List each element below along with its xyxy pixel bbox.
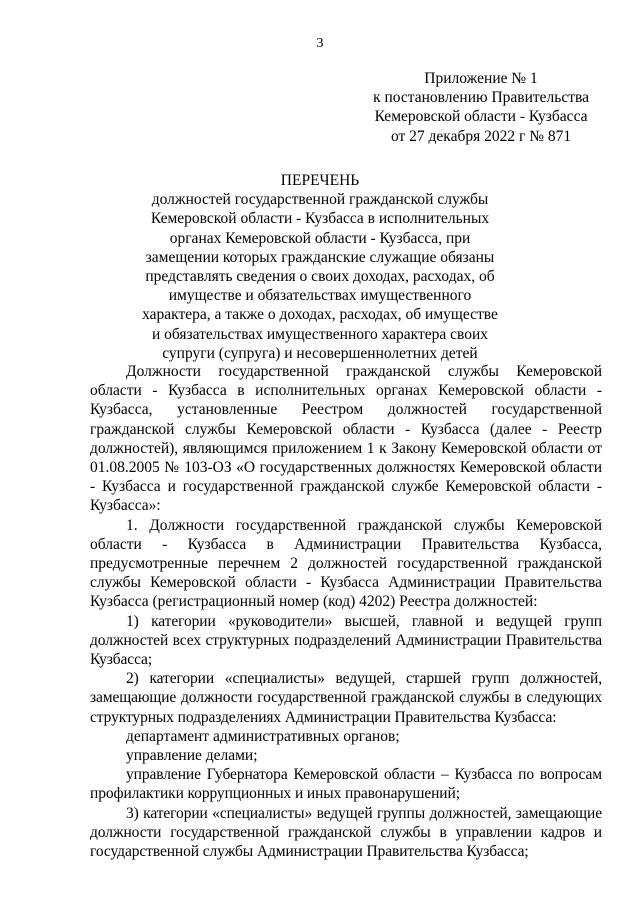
department-item: департамент административных органов; (126, 727, 400, 745)
intro-paragraph: Должности государственной гражданской службы Кемеровской области - Кузбасса в исполнительных органах Кемеровской области - Кузбасса, установленные Реестром должностей государственной гражданской службы Кемеровской области - Кузбасса (далее - Реестр должностей), являющимся приложением 1 к Закону Кемеровской области от 01.08.2005 № 103-ОЗ «О государственных должностях Кемеровской области - Кузбасса и государственной гражданской службе Кемеровской области - Кузбасса»: (90, 363, 602, 515)
title-line: Кемеровской области - Кузбасса в исполнительных (150, 210, 490, 228)
appendix-line: от 27 декабря 2022 г № 871 (390, 127, 572, 145)
appendix-block (373, 69, 589, 146)
document-title (100, 171, 540, 363)
appendix-line: к постановлению Правительства (373, 89, 589, 107)
appendix-line: Кемеровской области - Кузбасса (374, 108, 588, 126)
subitem-3-paragraph: 3) категории «специалисты» ведущей группы должностей, замещающие должности государственной гражданской службы в управлении кадров и государственной службы Администрации Правительства Кузбасса; (90, 804, 602, 861)
title-heading: ПЕРЕЧЕНЬ (280, 172, 360, 189)
title-line: характера, а также о доходах, расходах, об имуществе (142, 306, 498, 324)
item-1-paragraph: 1. Должности государственной гражданской службы Кемеровской области - Кузбасса в Администрации Правительства Кузбасса, предусмотренные перечнем 2 должностей государственной гражданской службы Кемеровской области - Кузбасса Администрации Правительства Кузбасса (регистрационный номер (код) 4202) Реестра должностей: (90, 516, 602, 611)
subitem-2-paragraph: 2) категории «специалисты» ведущей, старшей групп должностей, замещающие должности государственной гражданской службы в следующих структурных подразделениях Администрации Правительства Кузбасса: (90, 670, 602, 726)
document-body (90, 362, 602, 861)
title-line: представлять сведения о своих доходах, расходах, об (145, 268, 495, 286)
subitem-1-paragraph: 1) категории «руководители» высшей, главной и ведущей групп должностей всех структурных подразделений Администрации Правительства Кузбасса; (90, 612, 602, 669)
appendix-line: Приложение № 1 (424, 70, 538, 87)
title-line: органах Кемеровской области - Кузбасса, при (169, 229, 471, 247)
department-item: управление делами; (126, 747, 258, 765)
title-line: супруги (супруга) и несовершеннолетних детей (162, 344, 478, 362)
department-item: управление Губернатора Кемеровской области – Кузбасса по вопросам профилактики коррупционных и иных правонарушений; (90, 766, 602, 803)
title-line: должностей государственной гражданской службы (151, 191, 489, 209)
title-line: замещении которых гражданские служащие обязаны (145, 248, 495, 266)
title-line: имуществе и обязательствах имущественного (168, 287, 472, 305)
page-number: 3 (316, 36, 324, 51)
title-line: и обязательствах имущественного характера своих (151, 325, 489, 343)
